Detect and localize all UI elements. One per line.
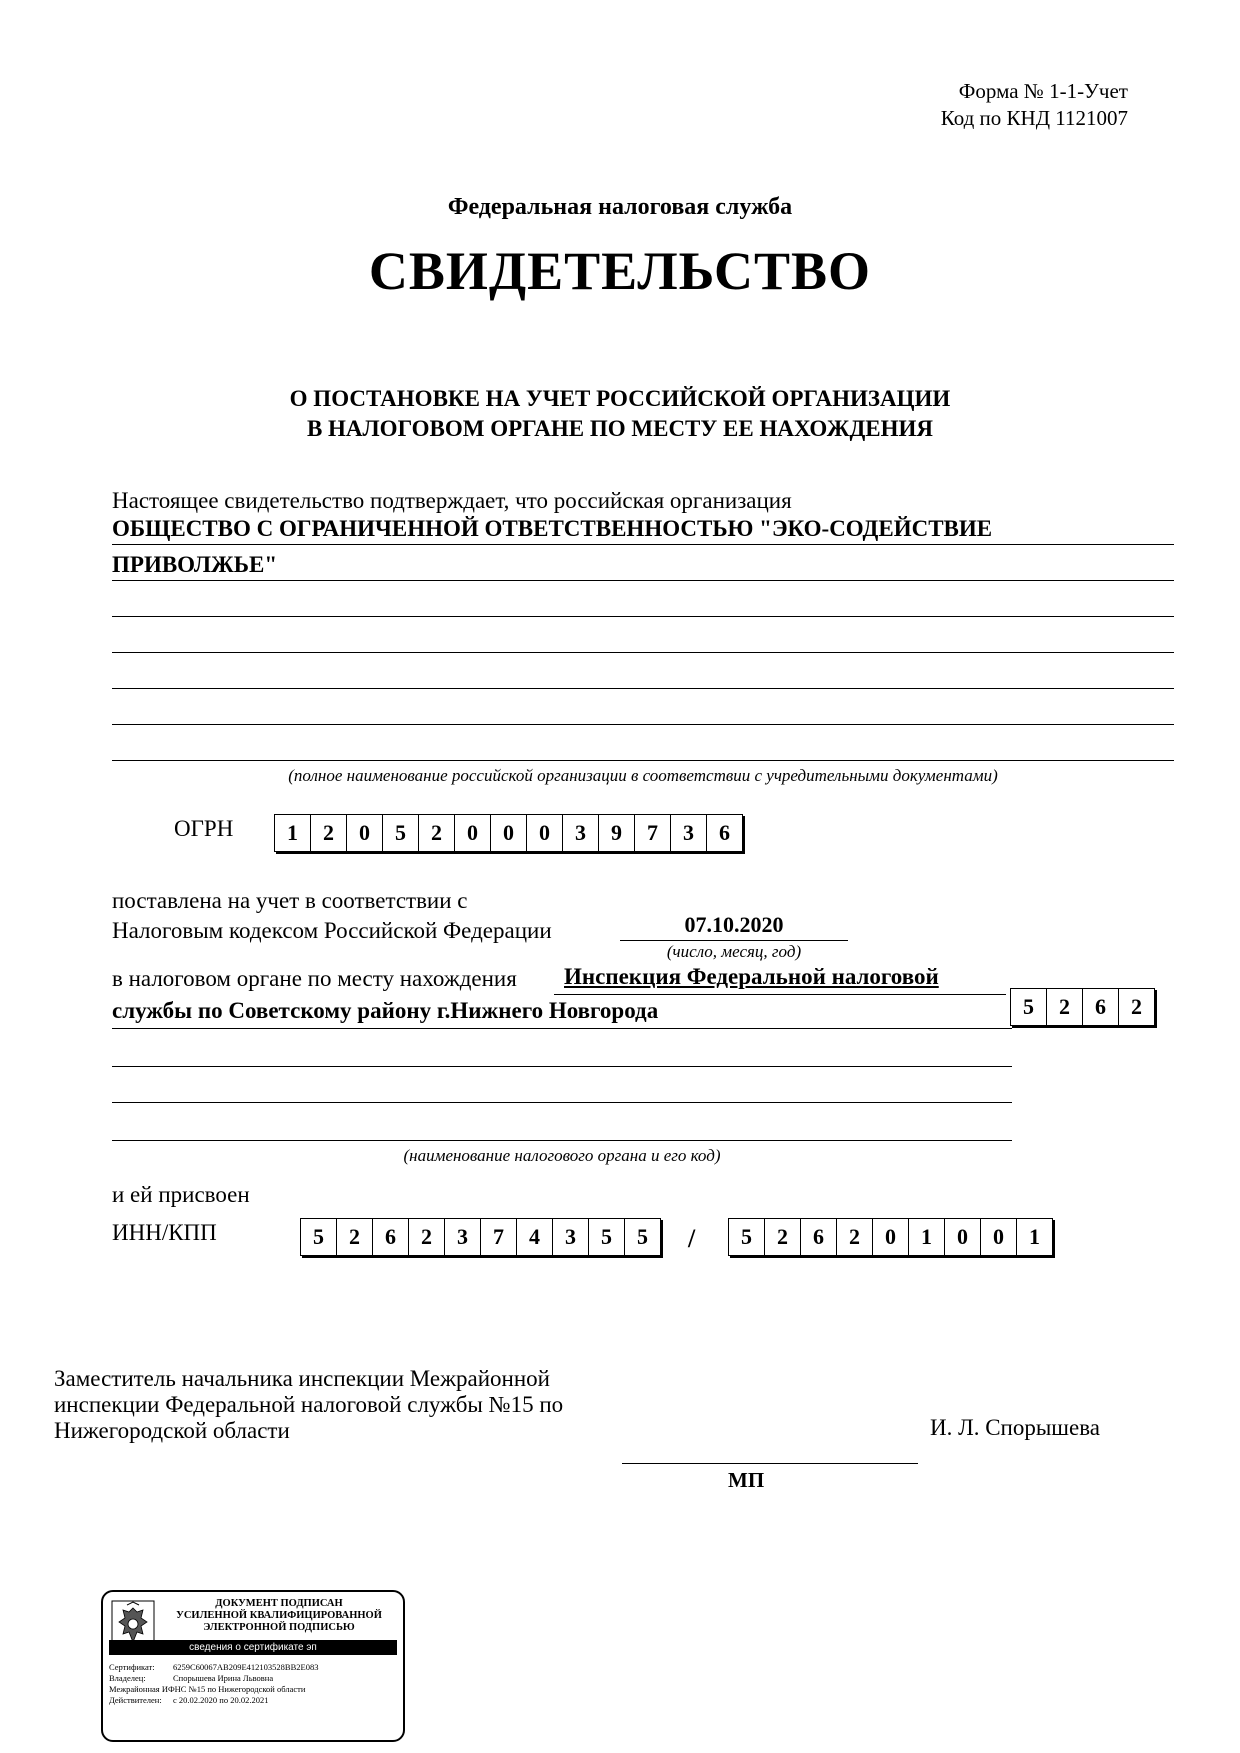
inn-digit: 4 — [517, 1219, 553, 1255]
ogrn-digit: 1 — [275, 815, 311, 851]
inn-digit: 3 — [445, 1219, 481, 1255]
org-name-caption: (полное наименование российской организации в соответствии с учредительными документами) — [288, 766, 998, 785]
signer-position-line-2: инспекции Федеральной налоговой службы №15 по — [54, 1392, 564, 1417]
kpp-digit: 6 — [801, 1219, 837, 1255]
blank-line — [112, 1102, 1012, 1103]
inn-digit: 5 — [301, 1219, 337, 1255]
blank-line — [112, 724, 1174, 725]
authority-code-digit: 2 — [1119, 989, 1155, 1025]
org-name-text-2: ПРИВОЛЖЬЕ" — [112, 552, 278, 577]
kpp-digit: 1 — [909, 1219, 945, 1255]
knd-code: Код по КНД 1121007 — [940, 106, 1128, 130]
ep-owner-row — [109, 1673, 401, 1684]
registration-line-2: Налоговым кодексом Российской Федерации — [112, 918, 552, 943]
inn-kpp-separator: / — [688, 1224, 696, 1253]
inn-digit: 3 — [553, 1219, 589, 1255]
inn-digit: 5 — [625, 1219, 661, 1255]
blank-line — [112, 760, 1174, 761]
registration-date: 07.10.2020 — [620, 912, 848, 941]
org-name-text-1: ОБЩЕСТВО С ОГРАНИЧЕННОЙ ОТВЕТСТВЕННОСТЬЮ "ЭКО-СОДЕЙСТВИЕ — [112, 516, 993, 541]
authority-code — [1010, 988, 1155, 1026]
signer-name: И. Л. Спорышева — [930, 1415, 1100, 1440]
signature-line — [622, 1463, 918, 1464]
inn-digits — [300, 1218, 661, 1256]
ogrn-digit: 0 — [491, 815, 527, 851]
kpp-digits — [728, 1218, 1053, 1256]
authority-code-digit: 5 — [1011, 989, 1047, 1025]
ogrn-digit: 2 — [419, 815, 455, 851]
kpp-digit: 0 — [981, 1219, 1017, 1255]
inn-digit: 2 — [337, 1219, 373, 1255]
subtitle-line-1: О ПОСТАНОВКЕ НА УЧЕТ РОССИЙСКОЙ ОРГАНИЗАЦИИ — [289, 386, 951, 411]
ogrn-label: ОГРН — [174, 816, 234, 841]
document-subtitle — [0, 384, 1240, 444]
ogrn-digit: 3 — [563, 815, 599, 851]
ep-stamp-heading-line: УСИЛЕННОЙ КВАЛИФИЦИРОВАННОЙ — [176, 1610, 382, 1621]
ogrn-digit: 5 — [383, 815, 419, 851]
authority-caption: (наименование налогового органа и его код) — [403, 1146, 721, 1165]
ep-cert-row — [109, 1662, 401, 1673]
ep-stamp-heading-line: ДОКУМЕНТ ПОДПИСАН — [215, 1598, 343, 1609]
ogrn-digit: 9 — [599, 815, 635, 851]
ep-valid-value: с 20.02.2020 по 20.02.2021 — [173, 1695, 269, 1705]
authority-name-2: службы по Советскому району г.Нижнего Новгорода — [112, 998, 659, 1023]
assigned-label: и ей присвоен — [112, 1182, 250, 1207]
ep-org-value: Межрайонная ИФНС №15 по Нижегородской области — [109, 1684, 306, 1694]
ep-valid-label: Действителен: — [109, 1695, 162, 1705]
kpp-digit: 0 — [945, 1219, 981, 1255]
authority-line-2 — [112, 1028, 1012, 1029]
ogrn-digit: 0 — [455, 815, 491, 851]
authority-name-1: Инспекция Федеральной налоговой — [564, 964, 939, 989]
registration-line-1: поставлена на учет в соответствии с — [112, 888, 468, 913]
form-number: Форма № 1-1-Учет — [958, 79, 1128, 103]
ogrn-digits — [274, 814, 743, 852]
blank-line — [112, 688, 1174, 689]
ep-stamp-details — [109, 1662, 401, 1706]
ep-stamp-bar: сведения о сертификате эп — [109, 1640, 397, 1655]
ogrn-digit: 6 — [707, 815, 743, 851]
inn-digit: 2 — [409, 1219, 445, 1255]
ep-stamp-heading — [159, 1598, 399, 1634]
ep-owner-label: Владелец: — [109, 1673, 146, 1683]
ogrn-digit: 0 — [527, 815, 563, 851]
ogrn-digit: 3 — [671, 815, 707, 851]
agency-name: Федеральная налоговая служба — [447, 194, 793, 220]
authority-code-digit: 6 — [1083, 989, 1119, 1025]
kpp-digit: 0 — [873, 1219, 909, 1255]
inn-digit: 5 — [589, 1219, 625, 1255]
ep-cert-label: Сертификат: — [109, 1662, 155, 1672]
blank-line — [112, 1140, 1012, 1141]
ogrn-digit: 7 — [635, 815, 671, 851]
ep-stamp-heading-line: ЭЛЕКТРОННОЙ ПОДПИСЬЮ — [203, 1622, 355, 1633]
subtitle-line-2: В НАЛОГОВОМ ОРГАНЕ ПО МЕСТУ ЕЕ НАХОЖДЕНИЯ — [306, 416, 934, 441]
signer-position — [54, 1366, 634, 1444]
ep-valid-row — [109, 1695, 401, 1706]
blank-line — [112, 1066, 1012, 1067]
form-meta — [941, 78, 1128, 132]
blank-line — [112, 616, 1174, 617]
ep-owner-value: Спорышева Ирина Львовна — [173, 1673, 274, 1683]
document-title: СВИДЕТЕЛЬСТВО — [368, 241, 872, 301]
seal-mark: МП — [728, 1468, 765, 1492]
ogrn-digit: 2 — [311, 815, 347, 851]
date-caption: (число, месяц, год) — [666, 942, 802, 961]
ogrn-digit: 0 — [347, 815, 383, 851]
intro-text: Настоящее свидетельство подтверждает, что российская организация — [112, 488, 792, 513]
ep-cert-value: 6259C60067AB209E412103528BB2E083 — [173, 1662, 319, 1672]
kpp-digit: 1 — [1017, 1219, 1053, 1255]
kpp-digit: 2 — [837, 1219, 873, 1255]
kpp-digit: 5 — [729, 1219, 765, 1255]
blank-line — [112, 652, 1174, 653]
ep-org-row — [109, 1684, 401, 1695]
kpp-digit: 2 — [765, 1219, 801, 1255]
inn-digit: 7 — [481, 1219, 517, 1255]
signer-position-line-3: Нижегородской области — [54, 1418, 290, 1443]
ep-stamp — [101, 1590, 405, 1742]
authority-prefix: в налоговом органе по месту нахождения — [112, 966, 517, 991]
inn-digit: 6 — [373, 1219, 409, 1255]
inn-kpp-label: ИНН/КПП — [112, 1220, 217, 1245]
authority-code-digit: 2 — [1047, 989, 1083, 1025]
signer-position-line-1: Заместитель начальника инспекции Межрайонной — [54, 1366, 550, 1391]
authority-line-1 — [554, 994, 1006, 995]
